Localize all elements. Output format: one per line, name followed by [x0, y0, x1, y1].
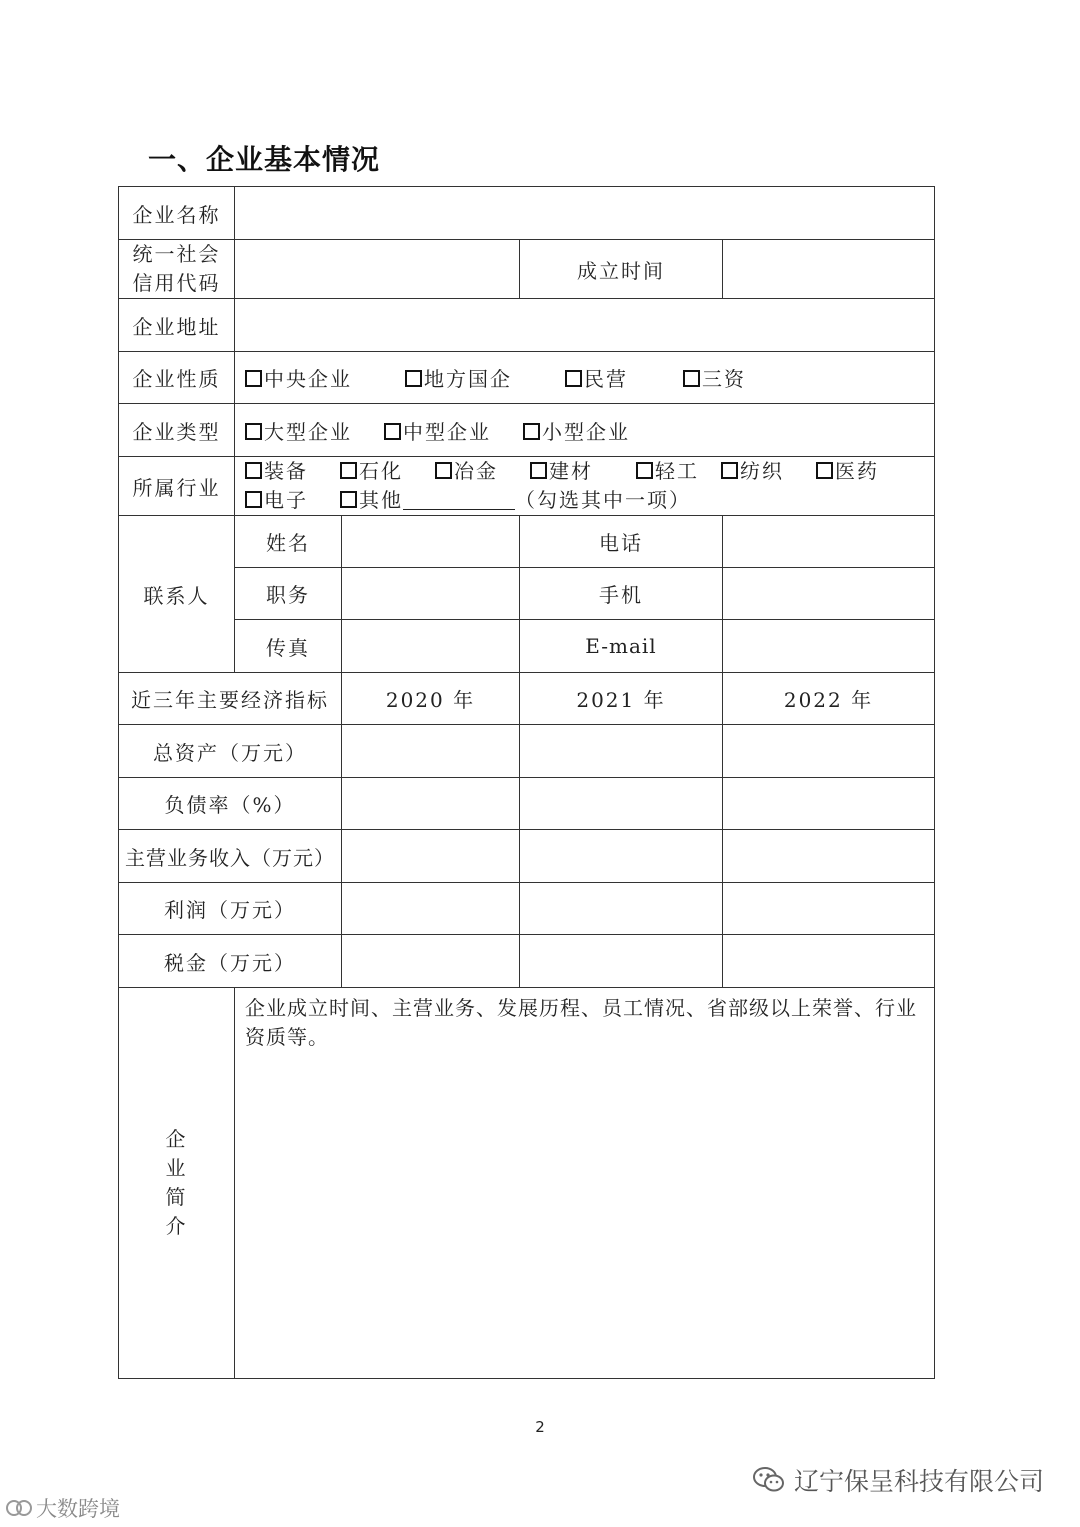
- label-debt-ratio: 负债率（%）: [119, 778, 342, 830]
- input-phone[interactable]: [723, 516, 935, 568]
- option-textile[interactable]: 纺织: [721, 457, 816, 486]
- label-profit: 利润（万元）: [119, 883, 342, 935]
- input-profit-2022[interactable]: [723, 883, 935, 935]
- checkbox[interactable]: [816, 462, 833, 479]
- input-intro[interactable]: [235, 988, 935, 1379]
- input-fax[interactable]: [342, 620, 520, 673]
- row-total-assets: [119, 725, 935, 778]
- input-credit-code[interactable]: [235, 240, 520, 299]
- row-indicators-header: [119, 673, 935, 725]
- other-blank-line[interactable]: [403, 489, 515, 510]
- label-total-assets: 总资产（万元）: [119, 725, 342, 778]
- label-nature: 企业性质: [119, 352, 235, 404]
- wechat-icon: [752, 1466, 786, 1494]
- type-options: [235, 404, 935, 457]
- checkbox[interactable]: [683, 370, 700, 387]
- label-tax: 税金（万元）: [119, 935, 342, 988]
- input-tax-2021[interactable]: [520, 935, 723, 988]
- intro-hint: 企业成立时间、主营业务、发展历程、员工情况、省部级以上荣誉、行业资质等。: [245, 996, 917, 1049]
- checkbox[interactable]: [405, 370, 422, 387]
- option-local-soe[interactable]: 地方国企: [405, 363, 565, 392]
- input-tax-2020[interactable]: [342, 935, 520, 988]
- input-tax-2022[interactable]: [723, 935, 935, 988]
- row-intro: [119, 988, 935, 1379]
- input-established[interactable]: [723, 240, 935, 299]
- industry-note: （勾选其中一项）: [515, 488, 691, 512]
- option-large[interactable]: 大型企业: [245, 416, 384, 445]
- checkbox[interactable]: [435, 462, 452, 479]
- input-contact-name[interactable]: [342, 516, 520, 568]
- input-debt-ratio-2022[interactable]: [723, 778, 935, 830]
- label-position: 职务: [235, 568, 342, 620]
- option-metallurgy[interactable]: 冶金: [435, 457, 530, 486]
- enterprise-info-table: [118, 186, 935, 1379]
- checkbox[interactable]: [384, 423, 401, 440]
- row-credit-code: [119, 240, 935, 299]
- checkbox[interactable]: [340, 491, 357, 508]
- year-2022: 2022 年: [723, 673, 935, 725]
- row-contact-position: [119, 568, 935, 620]
- label-industry: 所属行业: [119, 457, 235, 516]
- option-light-industry[interactable]: 轻工: [636, 457, 721, 486]
- row-company-name: [119, 187, 935, 240]
- input-email[interactable]: [723, 620, 935, 673]
- checkbox[interactable]: [565, 370, 582, 387]
- year-2020: 2020 年: [342, 673, 520, 725]
- input-revenue-2021[interactable]: [520, 830, 723, 883]
- input-total-assets-2022[interactable]: [723, 725, 935, 778]
- year-2021: 2021 年: [520, 673, 723, 725]
- row-revenue: [119, 830, 935, 883]
- row-tax: [119, 935, 935, 988]
- nature-options: [235, 352, 935, 404]
- row-contact-fax: [119, 620, 935, 673]
- checkbox[interactable]: [523, 423, 540, 440]
- label-intro: 企 业 简 介: [119, 988, 235, 1379]
- option-equipment[interactable]: 装备: [245, 457, 340, 486]
- input-revenue-2020[interactable]: [342, 830, 520, 883]
- input-profit-2020[interactable]: [342, 883, 520, 935]
- input-position[interactable]: [342, 568, 520, 620]
- option-electronics[interactable]: 电子: [245, 486, 340, 515]
- label-revenue: 主营业务收入（万元）: [119, 830, 342, 883]
- checkbox[interactable]: [636, 462, 653, 479]
- input-total-assets-2021[interactable]: [520, 725, 723, 778]
- row-contact-name: [119, 516, 935, 568]
- input-debt-ratio-2021[interactable]: [520, 778, 723, 830]
- label-established: 成立时间: [520, 240, 723, 299]
- input-company-name[interactable]: [235, 187, 935, 240]
- label-company-name: 企业名称: [119, 187, 235, 240]
- option-pharma[interactable]: 医药: [816, 457, 879, 486]
- option-petrochem[interactable]: 石化: [340, 457, 435, 486]
- option-building-materials[interactable]: 建材: [530, 457, 636, 486]
- logo-icon: [6, 1498, 32, 1518]
- checkbox[interactable]: [530, 462, 547, 479]
- watermark-left: 大数跨境: [6, 1493, 120, 1523]
- label-credit-code: 统一社会 信用代码: [119, 240, 235, 299]
- input-debt-ratio-2020[interactable]: [342, 778, 520, 830]
- label-mobile: 手机: [520, 568, 723, 620]
- row-industry: [119, 457, 935, 516]
- page-number: 2: [535, 1418, 545, 1436]
- section-title: 一、企业基本情况: [148, 143, 381, 176]
- option-central-enterprise[interactable]: 中央企业: [245, 363, 405, 392]
- option-medium[interactable]: 中型企业: [384, 416, 523, 445]
- input-revenue-2022[interactable]: [723, 830, 935, 883]
- label-phone: 电话: [520, 516, 723, 568]
- industry-options: [235, 457, 935, 516]
- input-address[interactable]: [235, 299, 935, 352]
- label-contact: 联系人: [119, 516, 235, 673]
- option-small[interactable]: 小型企业: [523, 416, 630, 445]
- option-private[interactable]: 民营: [565, 363, 683, 392]
- checkbox[interactable]: [245, 491, 262, 508]
- row-nature: [119, 352, 935, 404]
- row-profit: [119, 883, 935, 935]
- checkbox[interactable]: [245, 462, 262, 479]
- checkbox[interactable]: [340, 462, 357, 479]
- row-address: [119, 299, 935, 352]
- label-address: 企业地址: [119, 299, 235, 352]
- label-fax: 传真: [235, 620, 342, 673]
- label-contact-name: 姓名: [235, 516, 342, 568]
- label-type: 企业类型: [119, 404, 235, 457]
- row-debt-ratio: [119, 778, 935, 830]
- checkbox[interactable]: [245, 423, 262, 440]
- row-type: [119, 404, 935, 457]
- input-profit-2021[interactable]: [520, 883, 723, 935]
- option-other[interactable]: 其他: [340, 486, 515, 515]
- label-email: E-mail: [520, 620, 723, 673]
- label-indicators: 近三年主要经济指标: [119, 673, 342, 725]
- checkbox[interactable]: [245, 370, 262, 387]
- input-total-assets-2020[interactable]: [342, 725, 520, 778]
- watermark-right: 辽宁保呈科技有限公司: [752, 1462, 1044, 1498]
- checkbox[interactable]: [721, 462, 738, 479]
- input-mobile[interactable]: [723, 568, 935, 620]
- option-foreign[interactable]: 三资: [683, 363, 746, 392]
